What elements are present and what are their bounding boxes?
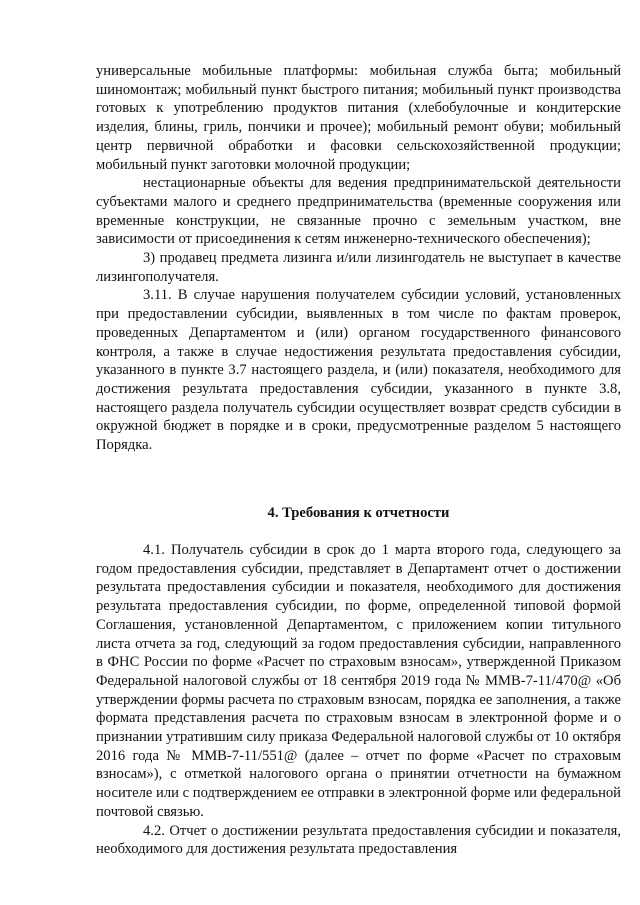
paragraph-seller-lessor: 3) продавец предмета лизинга и/или лизингодатель не выступает в качестве лизингополучателя. (96, 250, 621, 285)
section-heading: 4. Требования к отчетности (267, 505, 450, 521)
paragraph-stationary-objects: нестационарные объекты для ведения предпринимательской деятельности субъектами малого и среднего предпринимательства (временные сооружения или временные конструкции, не связанные прочно с земельным участком, вне зависимости от присоединения к сетям инженерно-технического обеспечения); (96, 175, 621, 248)
paragraph-4-2: 4.2. Отчет о достижении результата предоставления субсидии и показателя, необходимого для достижения результата предоставления (96, 822, 621, 858)
section-heading-block (96, 504, 621, 523)
text-block-bottom (96, 541, 621, 859)
paragraph-3-11: 3.11. В случае нарушения получателем субсидии условий, установленных при предоставлении субсидии, выявленных в том числе по фактам проверок, проведенных Департаментом и (или) органом государственного финансового контроля, а также в случае недостижения результата предоставления субсидии, указанного в пункте 3.7 настоящего раздела, и (или) показателя, необходимого для достижения результата предоставления субсидии, указанного в пункте 3.8, настоящего раздела получатель субсидии осуществляет возврат средств субсидии в окружной бюджет в порядке и в сроки, предусмотренные разделом 5 настоящего Порядка. (96, 287, 621, 454)
text-block-top (96, 62, 621, 455)
paragraph-4-1: 4.1. Получатель субсидии в срок до 1 марта второго года, следующего за годом предоставления субсидии, представляет в Департамент отчет о достижении результата предоставления субсидии и показателя, необходимого для достижения результата предоставления субсидии, по форме, определенной типовой формой Соглашения, установленной Департаментом, с приложением копии титульного листа отчета за год, следующий за годом предоставления субсидии, направленного в ФНС России по форме «Расчет по страховым взносам», утвержденной Приказом Федеральной налоговой службы от 18 сентября 2019 года № ММВ-7-11/470@ «Об утверждении формы расчета по страховым взносам, порядка ее заполнения, а также формата представления расчета по страховым взносам в электронной форме и о признании утратившим силу приказа Федеральной налоговой службы от 10 октября 2016 года № ММВ-7-11/551@ (далее – отчет по форме «Расчет по страховым взносам»), с отметкой налогового органа о принятии отчетности на бумажном носителе или с подтверждением ее отправки в электронной форме или федеральной почтовой связью. (96, 542, 621, 820)
paragraph-platforms-continued: универсальные мобильные платформы: мобильная служба быта; мобильный шиномонтаж; мобильный пункт быстрого питания; мобильный пункт производства готовых к употреблению продуктов питания (хлебобулочные и кондитерские изделия, блины, гриль, пончики и прочее); мобильный ремонт обуви; мобильный центр первичной обработки и фасовки сельскохозяйственной продукции; мобильный пункт заготовки молочной продукции; (96, 63, 621, 173)
